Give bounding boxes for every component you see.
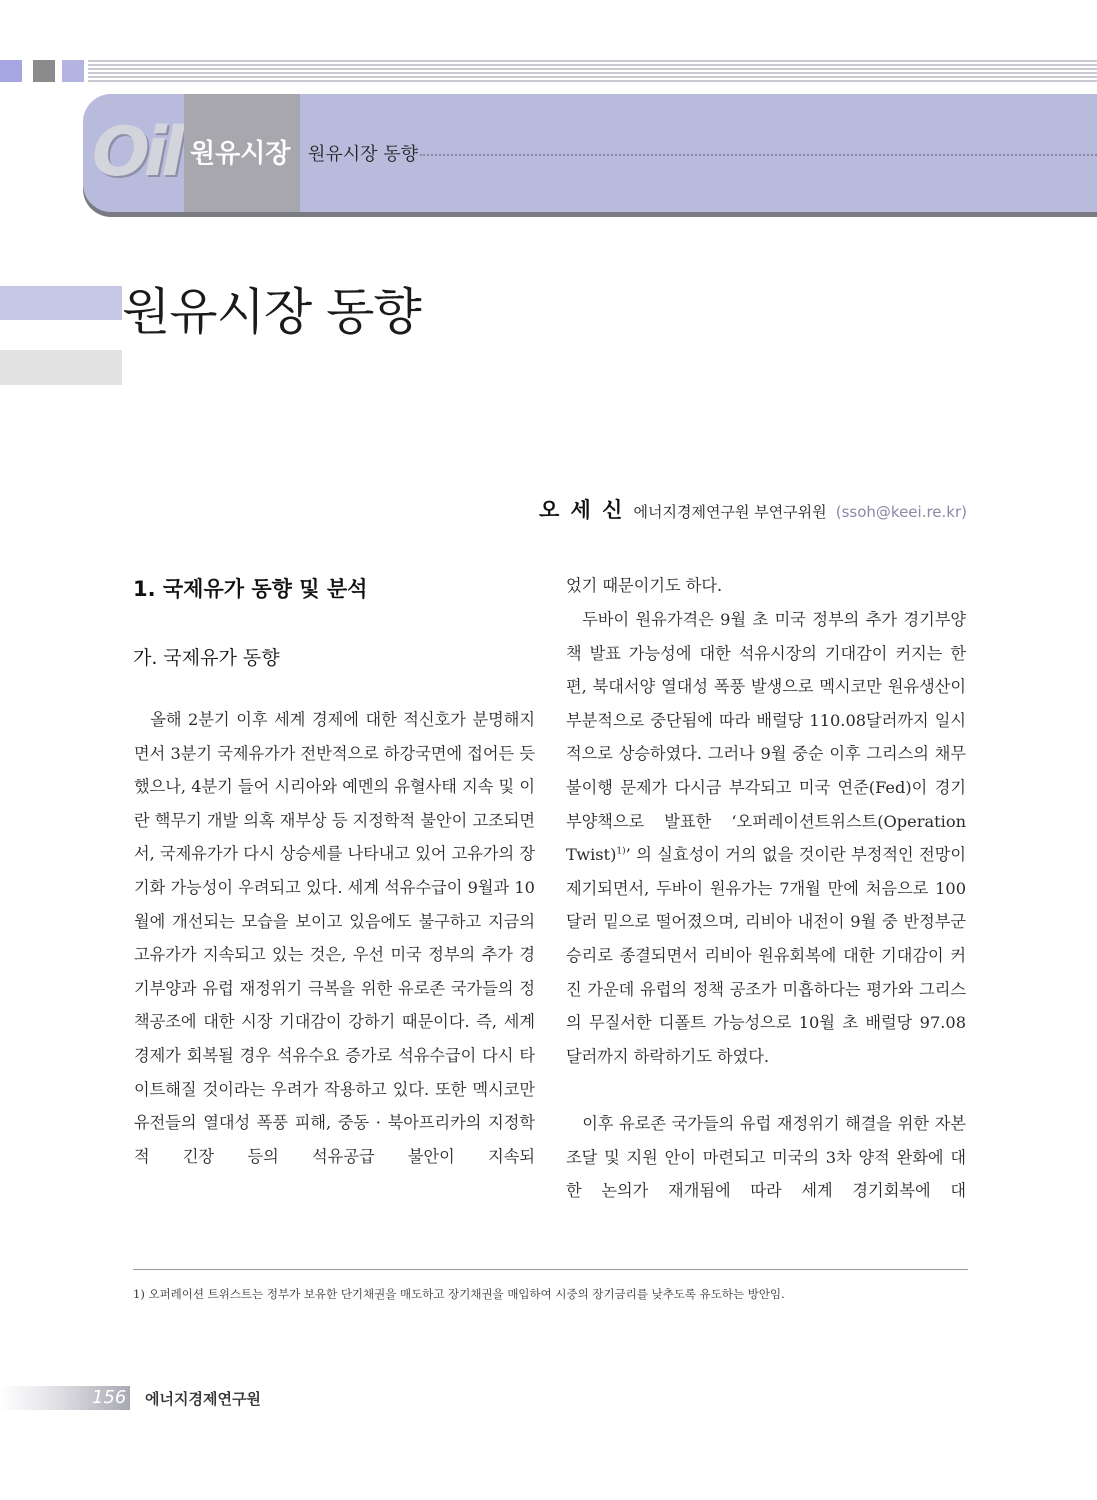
top-decorative-strip (0, 60, 1097, 82)
para2-text-a: 두바이 원유가격은 9월 초 미국 정부의 추가 경기부양책 발표 가능성에 대한 석유시장의 기대감이 커지는 한편, 북대서양 열대성 폭풍 발생으로 멕시코만 원유생산이 부분적으로 중단됨에 따라 배럴당 110.08달러까지 일시적으로 상승하였다. 그러나 9월 중순 이후 그리스의 채무불이행 문제가 다시금 부각되고 미국 연준(Fed)이 경기부양책으로 발표한 ‘오퍼레이션트위스트(Operation Twist) (566, 610, 966, 865)
title-accent-bar (0, 286, 122, 320)
section-heading: 1. 국제유가 동향 및 분석 (133, 577, 368, 601)
publisher-name: 에너지경제연구원 (145, 1390, 261, 1408)
author-email: (ssoh@keei.re.kr) (835, 503, 967, 521)
section-label: 원유시장 (190, 139, 291, 169)
footnote-divider (133, 1269, 968, 1270)
strip-lines (88, 60, 1097, 82)
page-number: 156 (92, 1387, 127, 1408)
footnote-ref: 1) (616, 846, 626, 857)
body-paragraph-right-1: 었기 때문이기도 하다. (566, 576, 723, 595)
footnote: 1) 오퍼레이션 트위스트는 정부가 보유한 단기채권을 매도하고 장기채권을 매입하여 시중의 장기금리를 낮추도록 유도하는 방안임. (133, 1287, 785, 1301)
body-paragraph-left: 올해 2분기 이후 세계 경제에 대한 적신호가 분명해지면서 3분기 국제유가가 전반적으로 하강국면에 접어든 듯 했으나, 4분기 들어 시리아와 예멘의 유혈사태 지속 및 이란 핵무기 개발 의혹 재부상 등 지정학적 불안이 고조되면서, 국제유가가 다시 상승세를 나타내고 있어 고유가의 장기화 가능성이 우려되고 있다. 세계 석유수급이 9월과 10월에 개선되는 모습을 보이고 있음에도 불구하고 지금의 고유가가 지속되고 있는 것은, 우선 미국 정부의 추가 경기부양과 유럽 재정위기 극복을 위한 유로존 국가들의 정책공조에 대한 시장 기대감이 강하기 때문이다. 즉, 세계경제가 회복될 경우 석유수요 증가로 석유수급이 다시 타이트해질 것이라는 우려가 작용하고 있다. 또한 멕시코만 유전들의 열대성 폭풍 피해, 중동 · 북아프리카의 지정학적 긴장 등의 석유공급 불안이 지속되 (134, 710, 535, 1166)
oil-logo: Oil (92, 113, 179, 192)
strip-square-1 (0, 60, 22, 82)
title-gray-bar (0, 350, 122, 385)
header-dotted-line (420, 154, 1097, 156)
para2-text-b: ’ 의 실효성이 거의 없을 것이란 부정적인 전망이 제기되면서, 두바이 원유가는 7개월 만에 처음으로 100달러 밑으로 떨어졌으며, 리비아 내전이 9월 중 반정부군 승리로 종결되면서 리비아 원유회복에 대한 기대감이 커진 가운데 유럽의 정책 공조가 미흡하다는 평가와 그리스의 무질서한 디폴트 가능성으로 10월 초 배럴당 97.08달러까지 하락하기도 하였다. (566, 845, 966, 1066)
subsection-heading: 가. 국제유가 동향 (133, 647, 280, 669)
author-name: 오 세 신 (538, 498, 625, 522)
page-title: 원유시장 동향 (122, 283, 421, 341)
strip-square-3 (62, 60, 84, 82)
body-paragraph-right-2 (566, 603, 966, 1073)
strip-square-2 (33, 60, 55, 82)
section-subtitle: 원유시장 동향 (308, 144, 419, 165)
author-affiliation: 에너지경제연구원 부연구위원 (633, 503, 827, 521)
body-paragraph-right-3: 이후 유로존 국가들의 유럽 재정위기 해결을 위한 자본조달 및 지원 안이 마련되고 미국의 3차 양적 완화에 대한 논의가 재개됨에 따라 세계 경기회복에 대 (566, 1114, 966, 1201)
author-line (539, 494, 967, 524)
